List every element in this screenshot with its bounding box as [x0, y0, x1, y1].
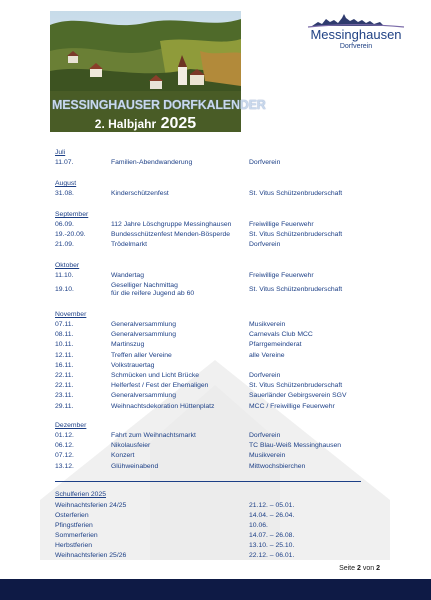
event-name: für die reifere Jugend ab 60: [111, 289, 195, 297]
event-name: 112 Jahre Löschgruppe Messinghausen: [111, 221, 232, 228]
holiday-dates: 13.10. – 25.10.: [249, 541, 295, 549]
event-organizer: MCC / Freiwillige Feuerwehr: [249, 402, 335, 410]
event-name: Glühweinabend: [111, 462, 159, 470]
footer-bar: [0, 579, 431, 600]
event-date: 13.12.: [55, 462, 74, 470]
event-name: Geselliger Nachmittag: [111, 282, 178, 290]
event-date: 07.12.: [55, 452, 74, 460]
event-date: 10.11.: [55, 341, 74, 349]
month-heading: Dezember: [55, 422, 87, 429]
event-organizer: TC Blau-Weiß Messinghausen: [249, 442, 342, 450]
holiday-name: Weihnachtsferien 24/25: [55, 502, 127, 509]
month-heading: August: [55, 180, 77, 187]
month-heading: Juli: [55, 149, 66, 156]
event-date: 11.07.: [55, 159, 74, 166]
event-date: 07.11.: [55, 321, 74, 328]
event-name: Martinszug: [111, 341, 145, 349]
event-date: 29.11.: [55, 402, 74, 410]
holiday-name: Osterferien: [55, 511, 89, 519]
event-organizer: St. Vitus Schützenbruderschaft: [249, 382, 343, 390]
event-organizer: Dorfverein: [249, 159, 281, 166]
holiday-name: Weihnachtsferien 25/26: [55, 551, 127, 559]
event-organizer: St. Vitus Schützenbruderschaft: [249, 231, 343, 239]
event-name: Generalversammlung: [111, 321, 176, 328]
event-organizer: Sauerländer Gebirgsverein SGV: [249, 392, 347, 400]
event-date: 21.09.: [55, 241, 74, 249]
holiday-name: Pfingstferien: [55, 521, 93, 529]
month-heading: November: [55, 311, 87, 318]
holiday-dates: 22.12. – 06.01.: [249, 551, 295, 559]
page-number: Seite 2 von 2: [339, 565, 380, 572]
event-name: Kinderschützenfest: [111, 190, 169, 197]
month-heading: Oktober: [55, 262, 80, 269]
event-name: Helferfest / Fest der Ehemaligen: [111, 382, 209, 390]
event-organizer: Dorfverein: [249, 432, 281, 439]
event-name: Schmücken und Licht Brücke: [111, 372, 200, 379]
holiday-dates: 14.04. – 26.04.: [249, 511, 295, 519]
event-date: 01.12.: [55, 432, 74, 439]
event-name: Generalversammlung: [111, 331, 176, 339]
event-organizer: Mittwochsbierchen: [249, 462, 306, 470]
event-date: 08.11.: [55, 331, 74, 339]
event-name: Volkstrauertag: [111, 361, 155, 369]
holiday-name: Herbstferien: [55, 541, 93, 549]
calendar-title: MESSINGHAUSER DORFKALENDER: [52, 98, 266, 112]
event-date: 23.11.: [55, 392, 74, 400]
holiday-name: Sommerferien: [55, 531, 98, 539]
event-organizer: Dorfverein: [249, 372, 281, 379]
event-date: 06.09.: [55, 221, 74, 228]
holiday-dates: 14.07. – 26.08.: [249, 531, 295, 539]
event-organizer: Musikverein: [249, 452, 286, 460]
event-name: Fahrt zum Weihnachtsmarkt: [111, 432, 196, 439]
event-organizer: Freiwillige Feuerwehr: [249, 272, 314, 279]
event-name: Trödelmarkt: [111, 241, 148, 249]
event-organizer: Carnevals Club MCC: [249, 331, 313, 339]
event-date: 22.11.: [55, 372, 74, 379]
event-organizer: Dorfverein: [249, 241, 281, 249]
event-date: 19.10.: [55, 285, 74, 293]
half-year-label: 2. Halbjahr: [94, 117, 157, 131]
event-name: Generalversammlung: [111, 392, 176, 400]
logo-subtitle: Dorfverein: [339, 43, 373, 50]
year-label: 2025: [160, 115, 197, 132]
event-date: 12.11.: [55, 351, 74, 359]
event-name: Familien-Abendwanderung: [111, 159, 193, 166]
event-organizer: Musikverein: [249, 321, 286, 328]
logo-name: Messinghausen: [310, 27, 402, 42]
event-organizer: Pfarrgemeinderat: [249, 341, 302, 349]
event-date: 22.11.: [55, 382, 74, 390]
event-name: Weihnachtsdekoration Hüttenplatz: [111, 402, 215, 410]
month-heading: September: [55, 211, 89, 218]
event-organizer: St. Vitus Schützenbruderschaft: [249, 285, 343, 293]
event-date: 16.11.: [55, 361, 74, 369]
holiday-dates: 10.06.: [249, 521, 268, 529]
event-organizer: Freiwillige Feuerwehr: [249, 221, 314, 228]
event-name: Bundesschützenfest Menden-Bösperde: [111, 231, 231, 239]
event-date: 31.08.: [55, 190, 74, 197]
event-name: Treffen aller Vereine: [111, 351, 172, 359]
event-organizer: St. Vitus Schützenbruderschaft: [249, 190, 343, 197]
holiday-dates: 21.12. – 05.01.: [249, 502, 295, 509]
event-date: 19.-20.09.: [55, 231, 86, 239]
event-name: Konzert: [111, 452, 135, 460]
event-date: 06.12.: [55, 442, 74, 450]
event-organizer: alle Vereine: [249, 351, 285, 359]
event-name: Nikolausfeier: [111, 442, 151, 450]
school-holidays-title: Schulferien 2025: [55, 491, 107, 498]
event-date: 11.10.: [55, 272, 74, 279]
event-name: Wandertag: [111, 272, 144, 279]
